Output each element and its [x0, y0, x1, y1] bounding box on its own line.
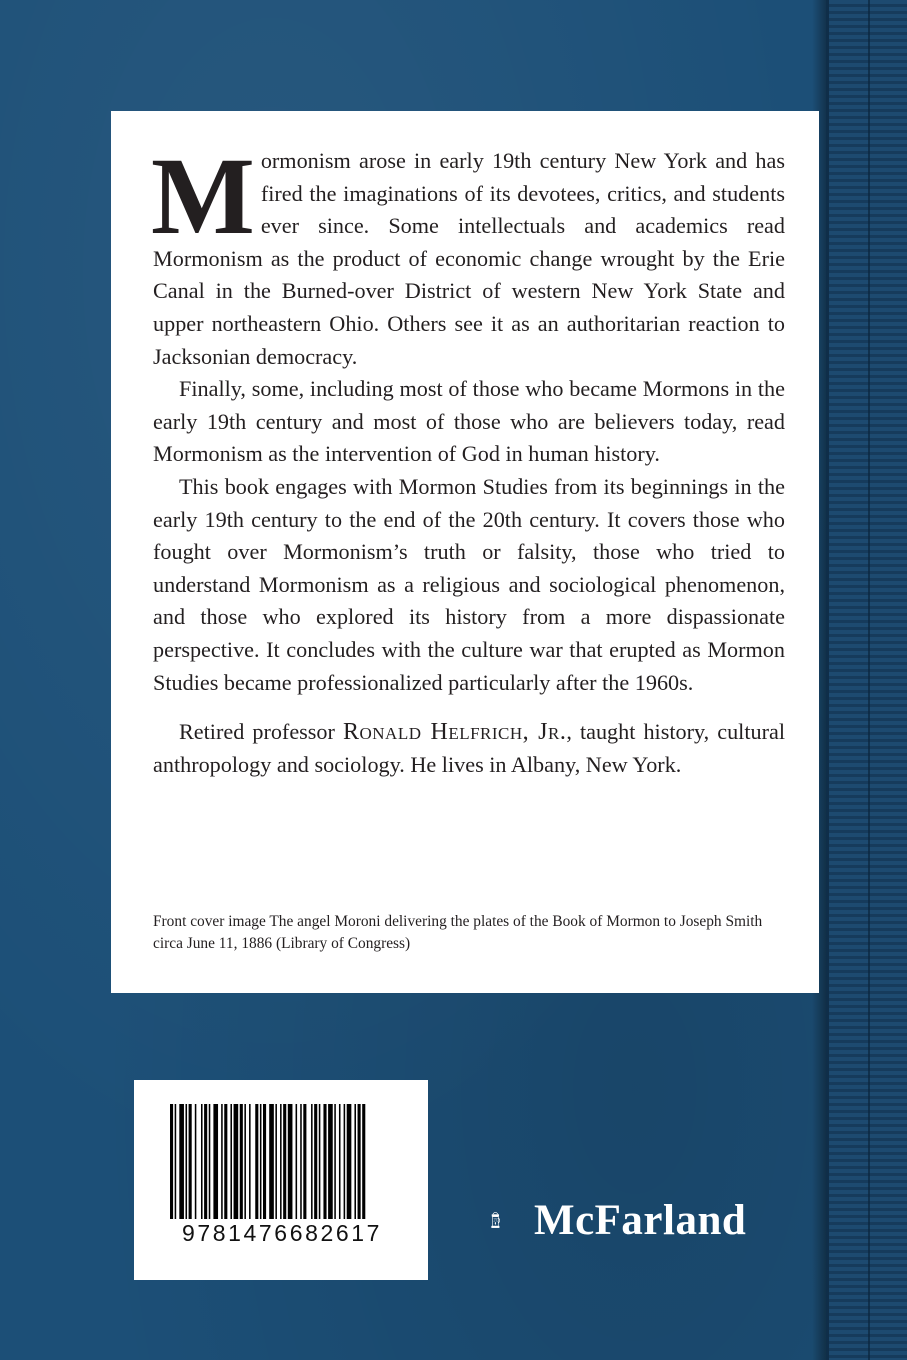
barcode-bar — [170, 1104, 173, 1219]
barcode-bar — [195, 1104, 197, 1219]
barcode-bar — [255, 1104, 258, 1219]
barcode-bar — [328, 1104, 333, 1219]
barcode-bar — [319, 1104, 321, 1219]
spine-ridge — [868, 0, 870, 1360]
barcode-bar — [240, 1104, 243, 1219]
barcode-bar — [263, 1104, 266, 1219]
book-spine — [826, 0, 907, 1360]
barcode-bar — [275, 1104, 277, 1219]
barcode-bar — [300, 1104, 302, 1219]
barcode-bar — [347, 1104, 352, 1219]
author-name: Ronald Helfrich, Jr. — [342, 719, 567, 746]
blurb-paragraph-2: Finally, some, including most of those who became Mormons in the early 19th century and most of those who are believers today, read Mormonism as the intervention of God in human history. — [153, 376, 785, 467]
barcode-bar — [339, 1104, 341, 1219]
barcode-bar — [323, 1104, 326, 1219]
cover-image-credit: Front cover image The angel Moroni delivering the plates of the Book of Mormon to Joseph Smith circa June 11, 1886 (Library of Congress) — [153, 913, 763, 952]
barcode-bar — [201, 1104, 203, 1219]
barcode-bar — [249, 1104, 251, 1219]
barcode-bar — [334, 1104, 336, 1219]
barcode-bar — [221, 1104, 223, 1219]
barcode-bar — [260, 1104, 262, 1219]
barcode-bar — [288, 1104, 293, 1219]
barcode-bar — [175, 1104, 177, 1219]
barcode-bar — [311, 1104, 313, 1219]
barcode-bar — [344, 1104, 346, 1219]
barcode-bar — [209, 1104, 211, 1219]
barcode-bar — [204, 1104, 207, 1219]
barcode-bar — [296, 1104, 298, 1219]
isbn-barcode — [170, 1104, 392, 1219]
barcode-bar — [244, 1104, 246, 1219]
barcode-bar — [179, 1104, 184, 1219]
description-panel — [111, 111, 819, 993]
barcode-bar — [303, 1104, 306, 1219]
barcode-bar — [362, 1104, 365, 1219]
barcode-bar — [358, 1104, 361, 1219]
author-bio-prefix: Retired professor — [179, 719, 335, 745]
barcode-bar — [189, 1104, 192, 1219]
barcode-bar — [314, 1104, 317, 1219]
author-bio — [153, 716, 785, 781]
barcode-bar — [213, 1104, 218, 1219]
barcode-bar — [354, 1104, 356, 1219]
blurb-paragraph-3: This book engages with Mormon Studies from its beginnings in the early 19th century to the end of the 20th century. It covers those who fought over Mormonism’s truth or falsity, those who tried to understand Mormonism as a religious and sociological phenomenon, and those who explored its history from a more dispassionate perspective. It concludes with the culture war that erupted as Mormon Studies became professionalized particularly after the 1960s. — [153, 473, 785, 695]
barcode-bar — [186, 1104, 188, 1219]
blurb-paragraph-1 — [151, 135, 785, 373]
barcode-bar — [280, 1104, 282, 1219]
barcode-bar — [234, 1104, 239, 1219]
blurb-paragraph-1-text: ormonism arose in early 19th century New York and has fired the imaginations of its devotees, critics, and students ever since. Some intellectuals and academics read Mormonism as the product of economic change wrought by the Erie Canal in the Burned-over District of western New York State and upper northeastern Ohio. Others see it as an authoritarian reaction to Jacksonian democracy. — [153, 148, 785, 369]
barcode-bar — [224, 1104, 227, 1219]
barcode-bar — [269, 1104, 274, 1219]
spine-edge — [826, 0, 829, 1360]
author-bio-suffix: , taught history, cultural anthropology and sociology. He lives in Albany, New York. — [153, 719, 785, 777]
drop-cap: M — [151, 135, 255, 257]
isbn-number: 9781476682617 — [181, 1220, 383, 1246]
barcode-bar — [283, 1104, 286, 1219]
barcode-label — [134, 1080, 428, 1280]
blurb-text — [151, 135, 785, 781]
publisher-name: McFarland — [534, 1197, 747, 1244]
barcode-bar — [230, 1104, 232, 1219]
